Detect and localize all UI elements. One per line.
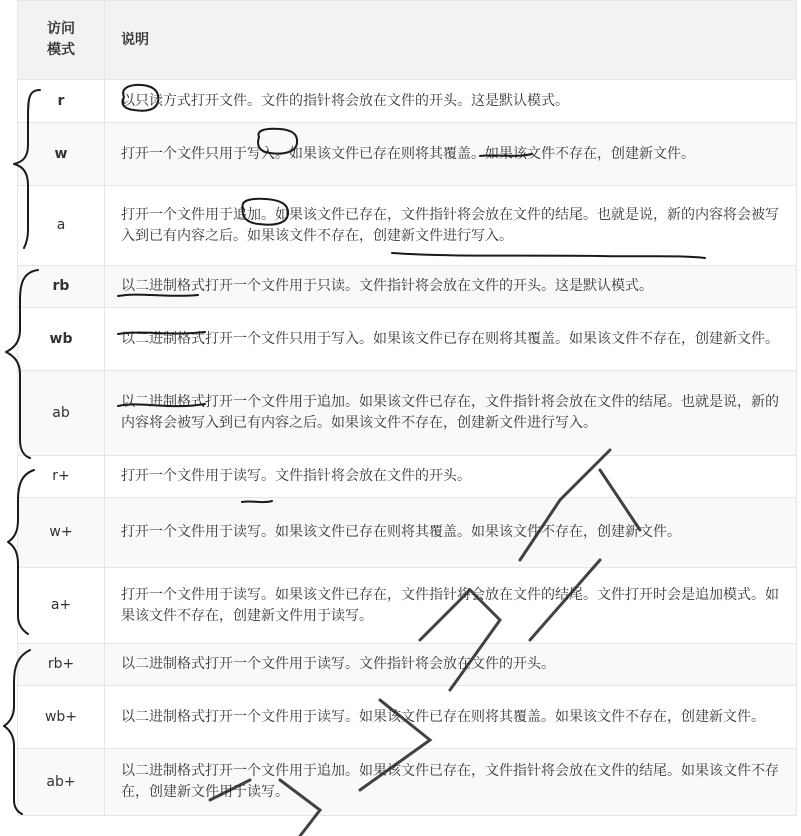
mode-cell: ab+ — [18, 749, 105, 816]
mode-cell: r — [18, 80, 105, 123]
table-row — [18, 80, 797, 123]
desc-cell: 以二进制格式打开一个文件用于追加。如果该文件已存在，文件指针将会放在文件的结尾。也就是说，新的内容将会被写入到已有内容之后。如果该文件不存在，创建新文件进行写入。 — [105, 371, 797, 456]
table-row — [18, 308, 797, 371]
table-row — [18, 371, 797, 456]
header-mode-line2: 模式 — [47, 42, 75, 58]
mode-cell: a+ — [18, 568, 105, 644]
table-row — [18, 456, 797, 498]
desc-cell: 以二进制格式打开一个文件只用于写入。如果该文件已存在则将其覆盖。如果该文件不存在，创建新文件。 — [105, 308, 797, 371]
desc-cell: 打开一个文件用于读写。如果该文件已存在，文件指针将会放在文件的结尾。文件打开时会是追加模式。如果该文件不存在，创建新文件用于读写。 — [105, 568, 797, 644]
table-row — [18, 568, 797, 644]
desc-cell: 打开一个文件用于读写。文件指针将会放在文件的开头。 — [105, 456, 797, 498]
table-row — [18, 644, 797, 686]
desc-cell: 打开一个文件用于读写。如果该文件已存在则将其覆盖。如果该文件不存在，创建新文件。 — [105, 498, 797, 568]
file-modes-table-container — [17, 0, 801, 816]
mode-cell: ab — [18, 371, 105, 456]
table-row — [18, 266, 797, 308]
mode-cell: rb+ — [18, 644, 105, 686]
mode-cell: w — [18, 123, 105, 186]
mode-cell: r+ — [18, 456, 105, 498]
mode-cell: wb — [18, 308, 105, 371]
desc-cell: 以二进制格式打开一个文件用于读写。文件指针将会放在文件的开头。 — [105, 644, 797, 686]
desc-cell: 以二进制格式打开一个文件用于追加。如果该文件已存在，文件指针将会放在文件的结尾。如果该文件不存在，创建新文件用于读写。 — [105, 749, 797, 816]
header-mode-line1: 访问 — [47, 21, 75, 37]
table-row — [18, 123, 797, 186]
header-mode — [18, 1, 105, 80]
mode-cell: rb — [18, 266, 105, 308]
table-row — [18, 498, 797, 568]
mode-cell: w+ — [18, 498, 105, 568]
desc-cell: 打开一个文件只用于写入。如果该文件已存在则将其覆盖。如果该文件不存在，创建新文件。 — [105, 123, 797, 186]
desc-cell: 打开一个文件用于追加。如果该文件已存在，文件指针将会放在文件的结尾。也就是说，新的内容将会被写入到已有内容之后。如果该文件不存在，创建新文件进行写入。 — [105, 186, 797, 266]
header-desc: 说明 — [105, 1, 797, 80]
table-row — [18, 686, 797, 749]
desc-cell: 以二进制格式打开一个文件用于只读。文件指针将会放在文件的开头。这是默认模式。 — [105, 266, 797, 308]
mode-cell: wb+ — [18, 686, 105, 749]
table-row — [18, 186, 797, 266]
desc-cell: 以只读方式打开文件。文件的指针将会放在文件的开头。这是默认模式。 — [105, 80, 797, 123]
table-row — [18, 749, 797, 816]
mode-cell: a — [18, 186, 105, 266]
table-header-row — [18, 1, 797, 80]
desc-cell: 以二进制格式打开一个文件用于读写。如果该文件已存在则将其覆盖。如果该文件不存在，创建新文件。 — [105, 686, 797, 749]
file-modes-table — [17, 0, 797, 816]
